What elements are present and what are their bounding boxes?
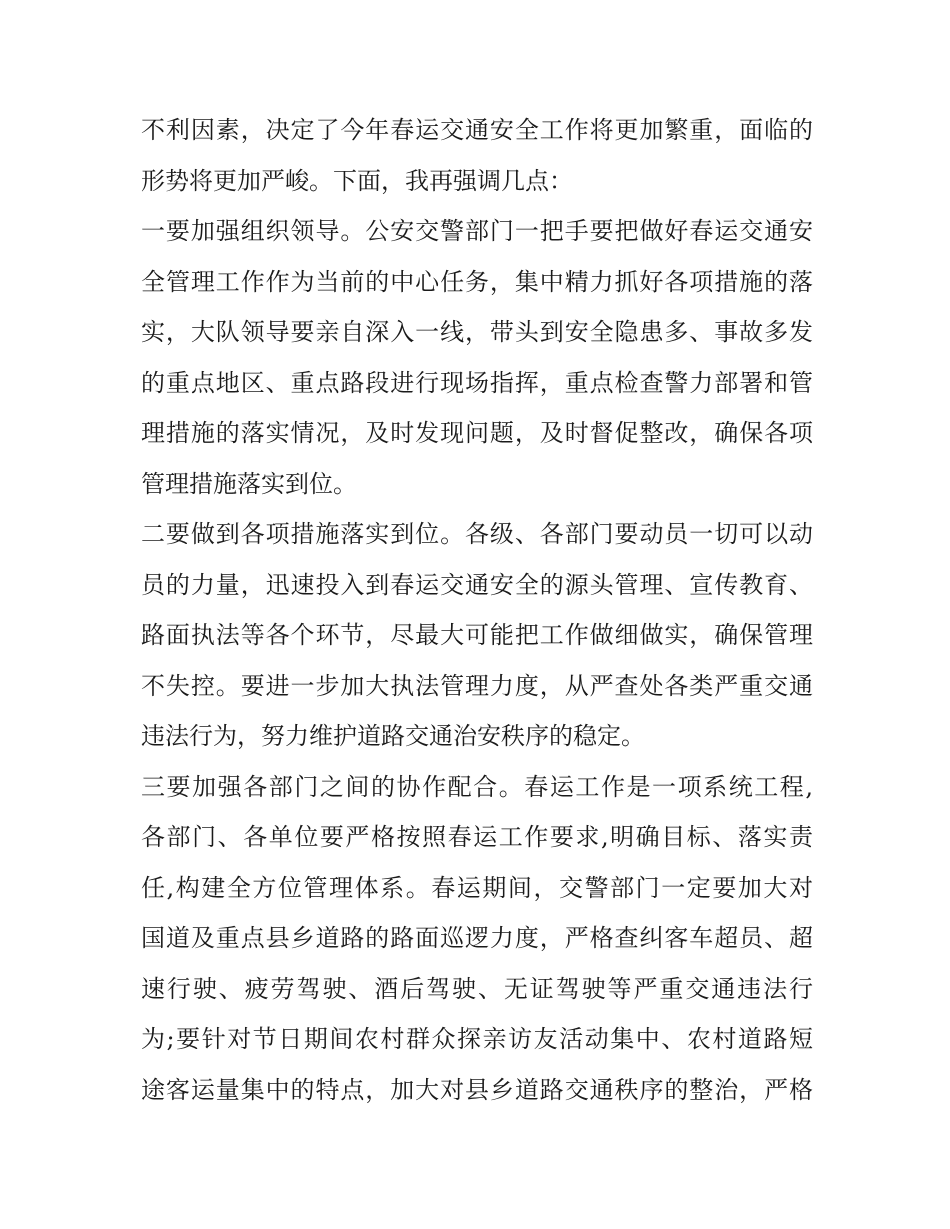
text-line: 不利因素，决定了今年春运交通安全工作将更加繁重，面临的 bbox=[141, 116, 813, 144]
text-line: 全管理工作作为当前的中心任务，集中精力抓好各项措施的落 bbox=[141, 267, 813, 296]
text-line: 为;要针对节日期间农村群众探亲访友活动集中、农村道路短 bbox=[141, 1025, 813, 1053]
text-line: 员的力量，迅速投入到春运交通安全的源头管理、宣传教育、 bbox=[141, 570, 813, 599]
text-line: 任,构建全方位管理体系。春运期间，交警部门一定要加大对 bbox=[141, 873, 813, 902]
text-line: 不失控。要进一步加大执法管理力度，从严查处各类严重交通 bbox=[141, 671, 813, 700]
text-line: 各部门、各单位要严格按照春运工作要求,明确目标、落实责 bbox=[141, 823, 813, 851]
text-line: 途客运量集中的特点，加大对县乡道路交通秩序的整治，严格 bbox=[141, 1075, 813, 1104]
text-line: 违法行为，努力维护道路交通治安秩序的稳定。 bbox=[141, 722, 645, 750]
text-line: 速行驶、疲劳驾驶、酒后驾驶、无证驾驶等严重交通违法行 bbox=[141, 974, 813, 1003]
text-line: 形势将更加严峻。下面，我再强调几点： bbox=[141, 166, 573, 195]
text-line: 路面执法等各个环节，尽最大可能把工作做细做实，确保管理 bbox=[141, 621, 813, 649]
text-line: 一要加强组织领导。公安交警部门一把手要把做好春运交通安 bbox=[141, 217, 813, 245]
text-line: 管理措施落实到位。 bbox=[141, 469, 357, 498]
text-line: 的重点地区、重点路段进行现场指挥，重点检查警力部署和管 bbox=[141, 368, 813, 397]
text-line: 理措施的落实情况，及时发现问题，及时督促整改，确保各项 bbox=[141, 419, 813, 447]
text-line: 三要加强各部门之间的协作配合。春运工作是一项系统工程, bbox=[141, 772, 813, 801]
document-body bbox=[141, 105, 813, 1115]
text-line: 二要做到各项措施落实到位。各级、各部门要动员一切可以动 bbox=[141, 520, 813, 548]
text-line: 国道及重点县乡道路的路面巡逻力度，严格查纠客车超员、超 bbox=[141, 924, 813, 952]
text-line: 实，大队领导要亲自深入一线，带头到安全隐患多、事故多发 bbox=[141, 318, 813, 346]
